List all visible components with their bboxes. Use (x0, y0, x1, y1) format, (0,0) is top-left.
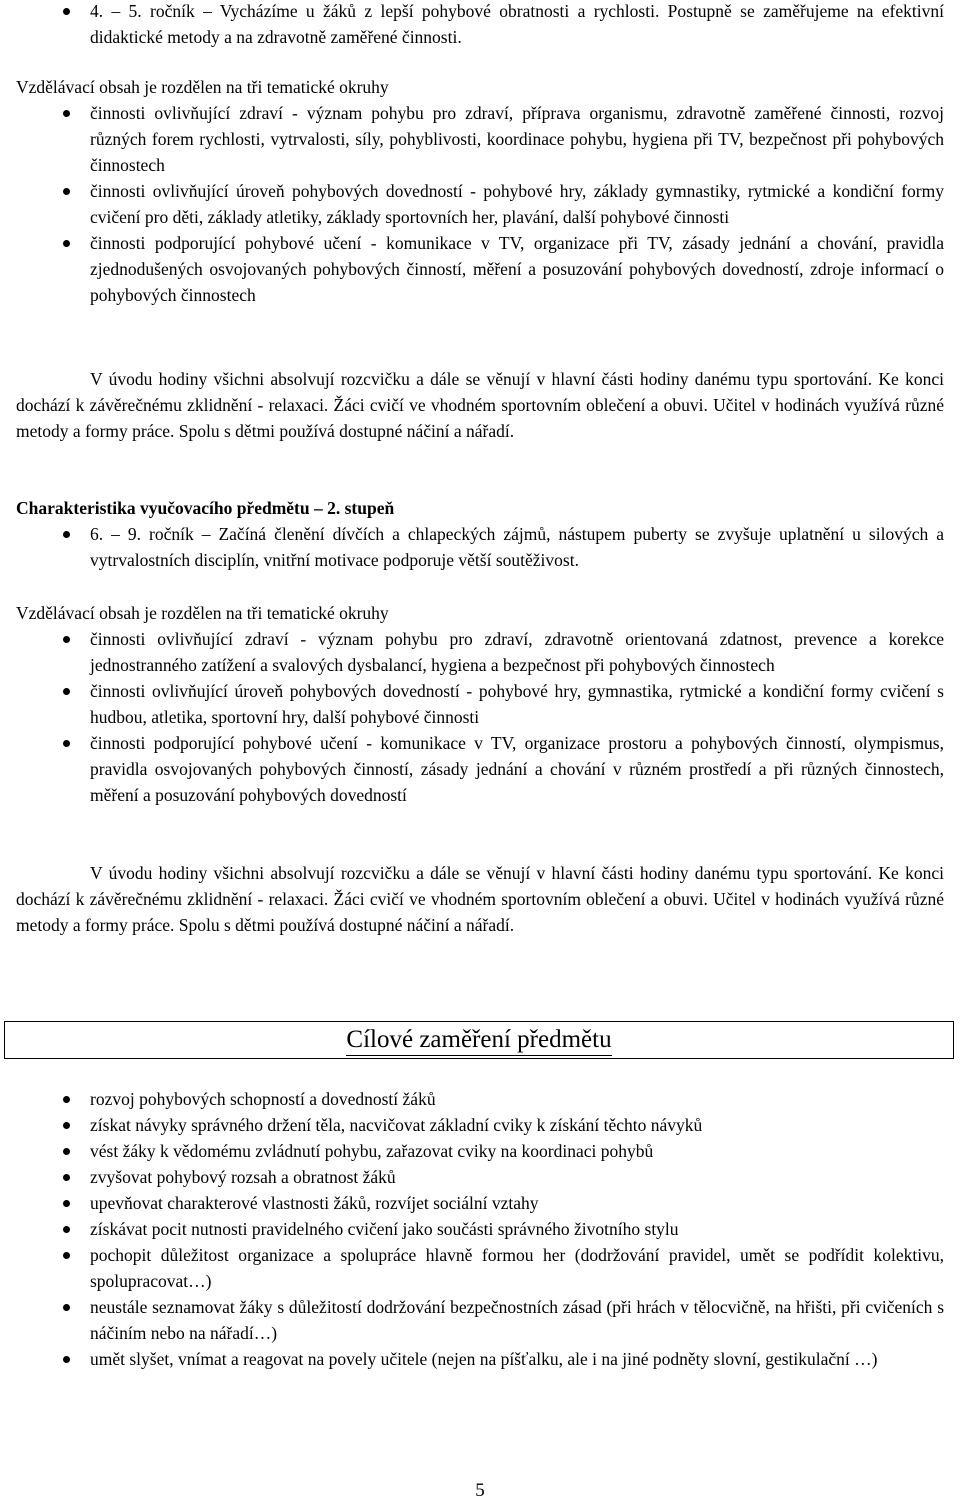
goal-item: upevňovat charakterové vlastnosti žáků, rozvíjet sociální vztahy (16, 1190, 944, 1216)
section-3-heading: Cílové zaměření předmětu (346, 1025, 611, 1056)
goal-item: pochopit důležitost organizace a spolupráce hlavně formou her (dodržování pravidel, umět se podřídit kolektivu, spolupracovat…) (16, 1242, 944, 1294)
goal-item: získávat pocit nutnosti pravidelného cvičení jako součásti správného životního stylu (16, 1216, 944, 1242)
section-1-content (16, 74, 944, 308)
bullet-icon (63, 531, 70, 538)
topic-item: činnosti ovlivňující zdraví - význam pohybu pro zdraví, příprava organismu, zdravotně zaměřené činnosti, rozvoj různých forem rychlosti, vytrvalosti, síly, pohyblivosti, koordinace pohybu, hygiena při TV, bezpečnost při pohybových činnostech (16, 100, 944, 178)
grade-item-4-5: 4. – 5. ročník – Vycházíme u žáků z lepší pohybové obratnosti a rychlosti. Postupně se zaměřujeme na efektivní didaktické metody a na zdravotně zaměřené činnosti. (16, 0, 944, 50)
goal-item: rozvoj pohybových schopností a dovedností žáků (16, 1086, 944, 1112)
section-2-paragraph-block (16, 860, 944, 938)
bullet-icon (63, 8, 70, 15)
bullet-icon (63, 1304, 70, 1311)
bullet-icon (63, 1226, 70, 1233)
topic-item: činnosti ovlivňující úroveň pohybových dovedností - pohybové hry, gymnastika, rytmické a kondiční formy cvičení s hudbou, atletika, sportovní hry, další pohybové činnosti (16, 678, 944, 730)
bullet-icon (63, 188, 70, 195)
section-2-heading: Charakteristika vyučovacího předmětu – 2. stupeň (16, 498, 395, 518)
bullet-icon (63, 1096, 70, 1103)
goals-list (16, 1086, 944, 1372)
section-2-intro: Vzdělávací obsah je rozdělen na tři tematické okruhy (16, 603, 389, 623)
section-1-paragraph-block (16, 366, 944, 444)
goal-item: neustále seznamovat žáky s důležitostí dodržování bezpečnostních zásad (při hrách v tělocvičně, na hřišti, při cvičeních s náčiním nebo na nářadí…) (16, 1294, 944, 1346)
topic-item: činnosti podporující pohybové učení - komunikace v TV, organizace prostoru a pohybových činností, olympismus, pravidla osvojovaných pohybových činností, zásady jednání a chování v různém prostředí a při různých činnostech, měření a posuzování pohybových dovedností (16, 730, 944, 808)
goal-item: vést žáky k vědomému zvládnutí pohybu, zařazovat cviky na koordinaci pohybů (16, 1138, 944, 1164)
bullet-icon (63, 1356, 70, 1363)
section-1-intro: Vzdělávací obsah je rozdělen na tři tematické okruhy (16, 77, 389, 97)
topic-item: činnosti podporující pohybové učení - komunikace v TV, organizace při TV, zásady jednání a chování, pravidla zjednodušených osvojovaných pohybových činností, měření a posuzování pohybových dovedností, zdroje informací o pohybových činnostech (16, 230, 944, 308)
bullet-icon (63, 740, 70, 747)
bullet-icon (63, 1174, 70, 1181)
section-1-paragraph: V úvodu hodiny všichni absolvují rozcvičku a dále se věnují v hlavní části hodiny danému typu sportování. Ke konci dochází k závěrečnému zklidnění - relaxaci. Žáci cvičí ve vhodném sportovním oblečení a obuvi. Učitel v hodinách využívá různé metody a formy práce. Spolu s dětmi používá dostupné náčiní a nářadí. (16, 369, 944, 441)
bullet-icon (63, 1252, 70, 1259)
bullet-icon (63, 1200, 70, 1207)
section-2-content (16, 600, 944, 808)
section-3-heading-box (4, 1021, 954, 1059)
section-1 (16, 0, 944, 50)
section-2 (16, 495, 944, 573)
grade-item-6-9: 6. – 9. ročník – Začíná členění dívčích a chlapeckých zájmů, nástupem puberty se zvyšuje uplatnění u silových a vytrvalostních disciplín, vnitřní motivace podporuje větší soutěživost. (16, 521, 944, 573)
page-number: 5 (475, 1480, 485, 1501)
goal-item: umět slyšet, vnímat a reagovat na povely učitele (nejen na píšťalku, ale i na jiné podněty slovní, gestikulační …) (16, 1346, 944, 1372)
goal-item: získat návyky správného držení těla, nacvičovat základní cviky k získání těchto návyků (16, 1112, 944, 1138)
section-2-paragraph: V úvodu hodiny všichni absolvují rozcvičku a dále se věnují v hlavní části hodiny danému typu sportování. Ke konci dochází k závěrečnému zklidnění - relaxaci. Žáci cvičí ve vhodném sportovním oblečení a obuvi. Učitel v hodinách využívá různé metody a formy práce. Spolu s dětmi používá dostupné náčiní a nářadí. (16, 863, 944, 935)
bullet-icon (63, 1122, 70, 1129)
bullet-icon (63, 636, 70, 643)
bullet-icon (63, 688, 70, 695)
bullet-icon (63, 110, 70, 117)
topic-item: činnosti ovlivňující zdraví - význam pohybu pro zdraví, zdravotně orientovaná zdatnost, prevence a korekce jednostranného zatížení a svalových dysbalancí, hygiena a bezpečnost při pohybových činnostech (16, 626, 944, 678)
topic-item: činnosti ovlivňující úroveň pohybových dovedností - pohybové hry, základy gymnastiky, rytmické a kondiční formy cvičení pro děti, základy atletiky, základy sportovních her, plavání, další pohybové činnosti (16, 178, 944, 230)
bullet-icon (63, 240, 70, 247)
bullet-icon (63, 1148, 70, 1155)
goal-item: zvyšovat pohybový rozsah a obratnost žáků (16, 1164, 944, 1190)
